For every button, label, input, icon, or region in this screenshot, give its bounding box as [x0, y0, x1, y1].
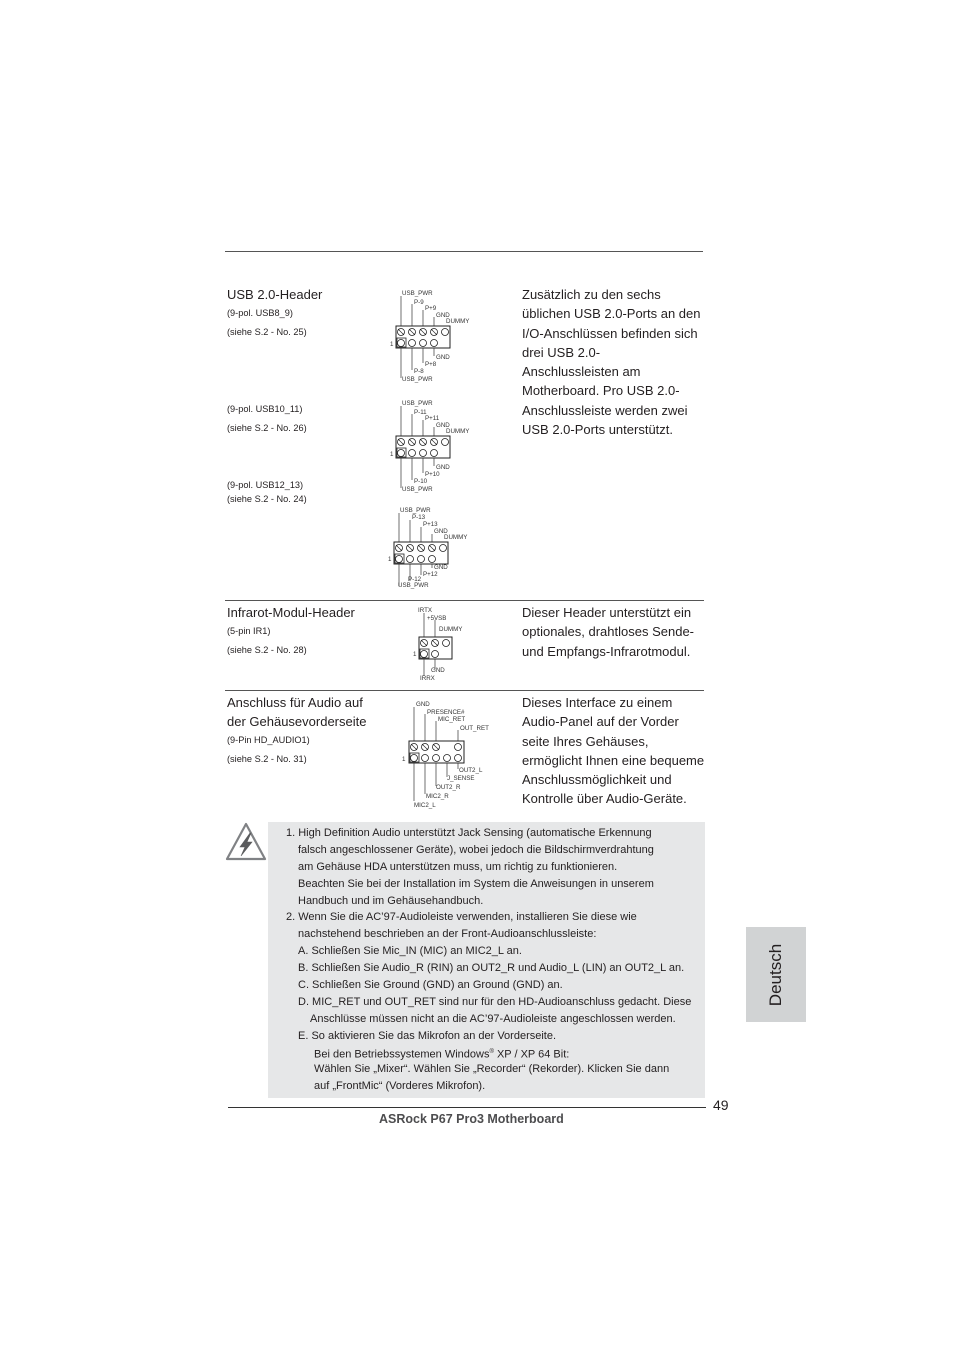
note-line: 1. High Definition Audio unterstützt Jack Sensing (automatische Erkennung	[286, 827, 652, 839]
label-p-minus: P-10	[414, 478, 428, 485]
label-pin1: 1	[390, 341, 394, 348]
note-line: auf „FrontMic“ (Vorderes Mikrofon).	[314, 1080, 486, 1092]
audio-description	[522, 693, 704, 809]
label-mic-ret: MIC_RET	[438, 716, 466, 723]
label-usb-pwr: USB_PWR	[398, 582, 429, 589]
label-irtx: IRTX	[418, 607, 432, 614]
ir-description	[522, 603, 694, 661]
ir-desc-line: und Empfangs-Infrarotmodul.	[522, 643, 691, 659]
note-line: B. Schließen Sie Audio_R (RIN) an OUT2_R und Audio_L (LIN) an OUT2_L an.	[298, 962, 685, 974]
label-out-ret: OUT_RET	[460, 725, 489, 732]
usb8-9-pin-diagram	[388, 288, 488, 389]
note-line: Anschlüsse müssen nicht an die AC’97-Audioleiste angeschlossen werden.	[310, 1013, 676, 1025]
usb-header3-ref: (siehe S.2 - No. 24)	[227, 494, 307, 504]
label-p-plus: P+9	[425, 305, 437, 312]
audio-title-line1: Anschluss für Audio auf	[227, 695, 363, 710]
label-5vsb: +5VSB	[427, 615, 447, 622]
label-usb-pwr: USB_PWR	[402, 486, 433, 493]
label-p-minus: P-11	[414, 409, 427, 416]
label-out2-l: OUT2_L	[459, 767, 483, 774]
label-gnd: GND	[436, 422, 450, 429]
label-mic2-l: MIC2_L	[414, 802, 436, 809]
audio-desc-line: Kontrolle über Audio-Geräte.	[522, 791, 687, 807]
ir-pin-diagram	[410, 603, 480, 688]
note-line: am Gehäuse HDA unterstützen muss, um richtig zu funktionieren.	[298, 861, 618, 873]
ir-ref: (siehe S.2 - No. 28)	[227, 645, 307, 655]
language-tab-label: Deutsch	[766, 943, 785, 1006]
label-p-minus: P-9	[414, 299, 424, 306]
usb12-13-pin-diagram	[386, 505, 486, 606]
audio-desc-line: ermöglicht Ihnen eine bequeme	[522, 752, 705, 768]
footer-rule	[228, 1107, 706, 1108]
note-line: C. Schließen Sie Ground (GND) an Ground (GND) an.	[298, 979, 563, 991]
audio-desc-line: Anschlussmöglichkeit und	[522, 772, 672, 788]
hd-audio-pin-diagram	[398, 697, 498, 817]
note-box	[268, 822, 705, 1098]
audio-desc-line: seite Ihres Gehäuses,	[522, 733, 649, 749]
section-rule	[225, 600, 704, 601]
usb-desc-line: üblichen USB 2.0-Ports an den	[522, 306, 701, 322]
ir-pins: (5-pin IR1)	[227, 626, 271, 636]
label-gnd: GND	[436, 464, 450, 471]
note-line: 2. Wenn Sie die AC’97-Audioleiste verwenden, installieren Sie diese wie	[286, 911, 637, 923]
label-p-minus: P-13	[412, 514, 426, 521]
usb-header1-ref: (siehe S.2 - No. 25)	[227, 327, 307, 337]
label-out2-r: OUT2_R	[436, 784, 461, 791]
usb-title: USB 2.0-Header	[227, 287, 323, 302]
note-line: Wählen Sie „Mixer“. Wählen Sie „Recorder“ (Rekorder). Klicken Sie dann	[314, 1063, 670, 1075]
note-line: Handbuch und im Gehäusehandbuch.	[298, 895, 484, 907]
label-gnd: GND	[434, 564, 448, 571]
label-presence: PRESENCE#	[427, 709, 465, 716]
label-pin1: 1	[413, 651, 417, 658]
note-os-text: XP / XP 64 Bit:	[493, 1048, 570, 1061]
usb10-11-pin-diagram	[388, 398, 488, 499]
usb-desc-line: Anschlussleisten am	[522, 364, 641, 380]
audio-title-line2: der Gehäusevorderseite	[227, 714, 367, 729]
audio-ref: (siehe S.2 - No. 31)	[227, 754, 307, 764]
label-usb-pwr: USB_PWR	[402, 376, 433, 383]
note-line: Beachten Sie bei der Installation im System die Anweisungen in unserem	[298, 878, 654, 890]
usb-desc-line: Anschlussleiste werden zwei	[522, 402, 688, 418]
registered-mark: ®	[489, 1049, 494, 1055]
note-line: D. MIC_RET und OUT_RET sind nur für den HD-Audioanschluss gedacht. Diese	[298, 996, 692, 1008]
top-rule	[225, 251, 703, 252]
usb-header2-pins: (9-pol. USB10_11)	[227, 404, 303, 414]
label-irrx: IRRX	[420, 675, 435, 682]
usb-header2-ref: (siehe S.2 - No. 26)	[227, 423, 307, 433]
ir-title: Infrarot-Modul-Header	[227, 605, 355, 620]
label-p-minus: P-12	[408, 576, 422, 583]
ir-desc-line: optionales, drahtloses Sende-	[522, 624, 695, 640]
language-tab	[746, 927, 806, 1022]
label-pin1: 1	[388, 556, 392, 563]
usb-desc-line: Motherboard. Pro USB 2.0-	[522, 383, 680, 399]
audio-desc-line: Audio-Panel auf der Vorder	[522, 714, 679, 730]
ir-desc-line: Dieser Header unterstützt ein	[522, 605, 692, 620]
label-gnd: GND	[431, 667, 445, 674]
label-usb-pwr: USB_PWR	[400, 507, 431, 514]
label-p-plus: P+13	[423, 521, 438, 528]
warning-icon	[224, 822, 268, 867]
usb-desc-line: Zusätzlich zu den sechs	[522, 287, 661, 302]
label-p-plus: P+10	[425, 471, 440, 478]
label-mic2-r: MIC2_R	[426, 793, 449, 800]
label-gnd: GND	[436, 354, 450, 361]
note-line: E. So aktivieren Sie das Mikrofon an der Vorderseite.	[298, 1030, 557, 1042]
page-number: 49	[713, 1097, 729, 1113]
label-pin1: 1	[402, 756, 406, 763]
usb-desc-line: USB 2.0-Ports unterstützt.	[522, 422, 674, 438]
label-dummy: DUMMY	[439, 626, 463, 633]
note-os-text: Bei den Betriebssystemen Windows	[314, 1048, 490, 1061]
note-line: nachstehend beschrieben an der Front-Audioanschlussleiste:	[298, 928, 597, 940]
label-p-minus: P-8	[414, 368, 424, 375]
label-p-plus: P+12	[423, 571, 438, 578]
usb-description	[522, 285, 701, 439]
note-line: falsch angeschlossener Geräte), wobei jedoch die Bildschirmverdrahtung	[298, 844, 654, 856]
audio-pins: (9-Pin HD_AUDIO1)	[227, 735, 310, 745]
label-dummy: DUMMY	[444, 534, 468, 541]
label-usb-pwr: USB_PWR	[402, 400, 433, 407]
label-pin1: 1	[390, 451, 394, 458]
usb-desc-line: drei USB 2.0-	[522, 344, 601, 360]
label-dummy: DUMMY	[446, 318, 470, 325]
section-rule	[225, 690, 704, 691]
label-p-plus: P+8	[425, 361, 437, 368]
usb-header1-pins: (9-pol. USB8_9)	[227, 308, 293, 318]
label-gnd: GND	[434, 528, 448, 535]
footer-product: ASRock P67 Pro3 Motherboard	[379, 1112, 564, 1126]
label-usb-pwr: USB_PWR	[402, 290, 433, 297]
label-dummy: DUMMY	[446, 428, 470, 435]
usb-header3-pins: (9-pol. USB12_13)	[227, 480, 304, 490]
note-line: A. Schließen Sie Mic_IN (MIC) an MIC2_L an.	[298, 945, 522, 957]
label-gnd: GND	[416, 701, 430, 708]
usb-desc-line: I/O-Anschlüssen befinden sich	[522, 325, 698, 341]
label-gnd: GND	[436, 312, 450, 319]
label-j-sense: J_SENSE	[447, 775, 475, 782]
label-p-plus: P+11	[425, 415, 440, 422]
audio-desc-line: Dieses Interface zu einem	[522, 695, 673, 710]
